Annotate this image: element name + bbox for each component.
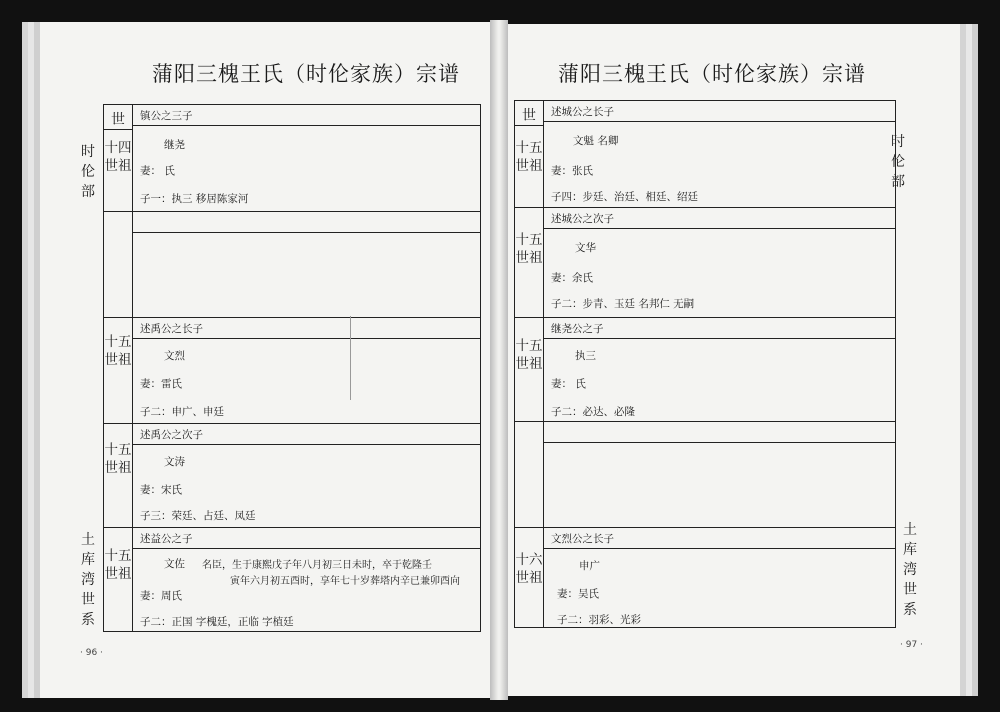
right-side-label-top: 时伦部 bbox=[891, 134, 905, 190]
right-page-number: · 97 · bbox=[900, 640, 923, 650]
generation-label: 十五世祖 bbox=[104, 548, 132, 582]
entry-heading: 继尧公之子 bbox=[551, 323, 604, 335]
entry-name: 文佐 bbox=[164, 558, 185, 570]
entry-sons: 子二：步青、玉廷 名邦仁 无嗣 bbox=[551, 298, 695, 310]
entry-block bbox=[132, 317, 480, 424]
entry-note-line-1: 名臣，生于康熙戊子年八月初三日未时，卒于乾隆壬 bbox=[202, 560, 432, 571]
entry-wife: 妻：余氏 bbox=[551, 272, 593, 284]
generation-label: 十五世祖 bbox=[515, 232, 543, 266]
entry-wife: 妻：宋氏 bbox=[140, 484, 182, 496]
left-page-title: 蒲阳三槐王氏（时伦家族）宗谱 bbox=[152, 62, 460, 86]
entry-heading: 述城公之长子 bbox=[551, 106, 614, 118]
entry-block bbox=[132, 527, 480, 632]
entry-wife: 妻： 氏 bbox=[551, 378, 586, 390]
left-genealogy-table bbox=[103, 104, 481, 632]
entry-wife: 妻：吴氏 bbox=[557, 588, 599, 600]
entry-sons: 子三：荣廷、占廷、凤廷 bbox=[140, 510, 256, 522]
entry-block bbox=[543, 317, 895, 422]
entry-heading: 述禹公之次子 bbox=[140, 429, 203, 441]
entry-name: 文魁 名卿 bbox=[573, 135, 619, 147]
entry-sons: 子二：羽彩、光彩 bbox=[557, 614, 641, 626]
entry-sons: 子四：步廷、治廷、相廷、绍廷 bbox=[551, 191, 698, 203]
blank-entry-block bbox=[132, 211, 480, 318]
entry-heading: 镇公之三子 bbox=[140, 110, 193, 122]
entry-wife: 妻：雷氏 bbox=[140, 378, 182, 390]
entry-name: 文华 bbox=[575, 242, 596, 254]
entry-name: 继尧 bbox=[164, 139, 185, 151]
entry-block bbox=[132, 105, 480, 209]
entry-name: 文烈 bbox=[164, 350, 185, 362]
entry-name: 执三 bbox=[575, 350, 596, 362]
entry-heading: 述禹公之长子 bbox=[140, 323, 203, 335]
right-genealogy-table bbox=[514, 100, 896, 628]
book-gutter bbox=[490, 20, 508, 700]
entry-block bbox=[543, 207, 895, 318]
entry-block bbox=[543, 101, 895, 207]
generation-label: 十五世祖 bbox=[104, 334, 132, 368]
entry-heading: 文烈公之长子 bbox=[551, 533, 614, 545]
entry-wife: 妻：周氏 bbox=[140, 590, 182, 602]
entry-block bbox=[132, 423, 480, 528]
generation-label: 十五世祖 bbox=[515, 338, 543, 372]
blank-entry-block bbox=[543, 421, 895, 528]
entry-wife: 妻：张氏 bbox=[551, 165, 593, 177]
entry-sons: 子二：必达、必隆 bbox=[551, 406, 635, 418]
entry-sons: 子二：申广、申廷 bbox=[140, 406, 224, 418]
generation-label: 十五世祖 bbox=[104, 442, 132, 476]
right-side-label-bottom: 土库湾世系 bbox=[903, 522, 917, 618]
entry-block bbox=[543, 527, 895, 628]
entry-name: 文涛 bbox=[164, 456, 185, 468]
right-page-title: 蒲阳三槐王氏（时伦家族）宗谱 bbox=[558, 62, 866, 86]
shi-header: 世 bbox=[522, 108, 536, 124]
entry-sons: 子二：正国 字槐廷，正临 字植廷 bbox=[140, 616, 294, 628]
entry-heading: 述城公之次子 bbox=[551, 213, 614, 225]
entry-name: 申广 bbox=[579, 560, 600, 572]
left-side-label-bottom: 土库湾世系 bbox=[81, 532, 95, 628]
shi-header: 世 bbox=[111, 112, 125, 128]
generation-label: 十六世祖 bbox=[515, 552, 543, 586]
entry-sons: 子一：执三 移居陈家河 bbox=[140, 193, 249, 205]
generation-label: 十四世祖 bbox=[104, 140, 132, 174]
left-side-label-top: 时伦部 bbox=[81, 144, 95, 200]
entry-wife: 妻： 氏 bbox=[140, 165, 175, 177]
entry-note-line-2: 寅年六月初五酉时，享年七十岁葬塔内辛已兼卯酉向 bbox=[230, 576, 460, 587]
entry-heading: 述益公之子 bbox=[140, 533, 193, 545]
generation-label: 十五世祖 bbox=[515, 140, 543, 174]
left-page-number: · 96 · bbox=[80, 648, 103, 658]
